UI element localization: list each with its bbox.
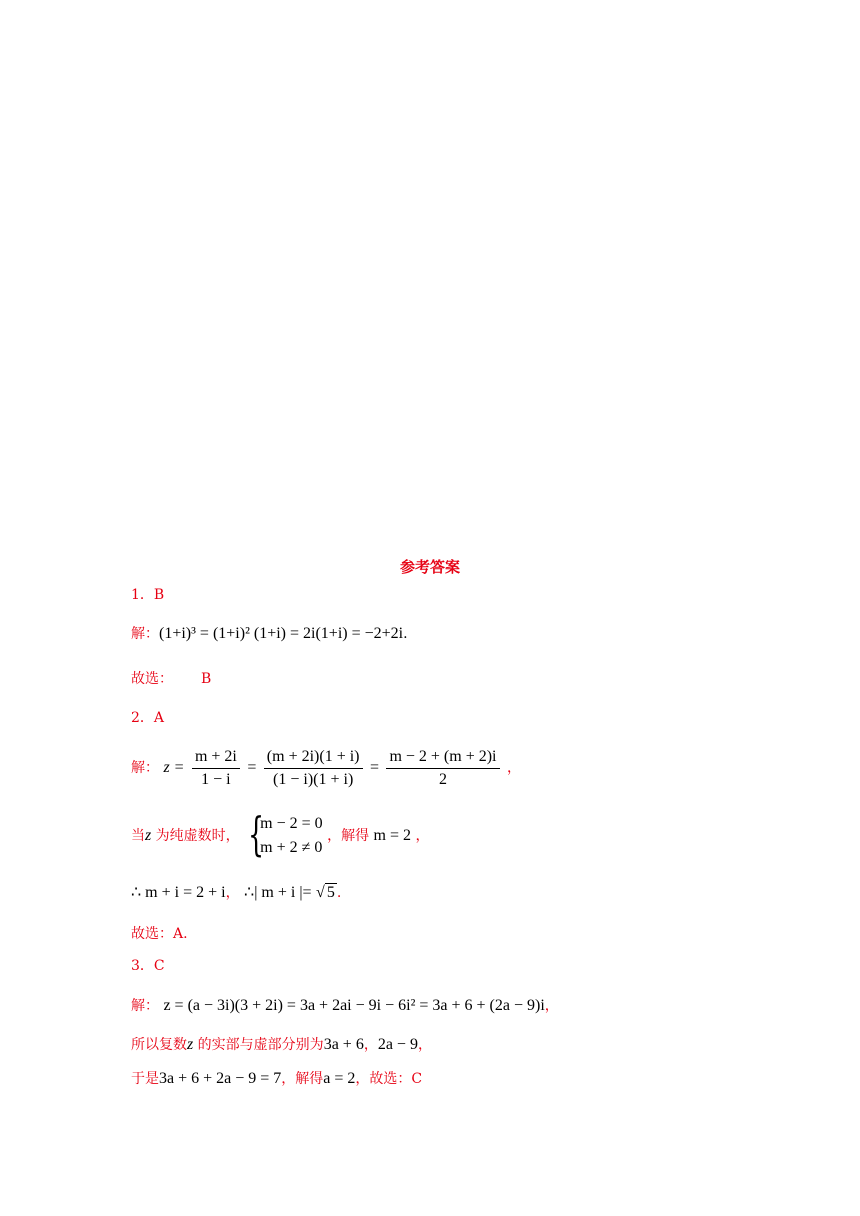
q3-conclusion <box>131 1069 422 1089</box>
q2-equals-1: = <box>247 759 257 776</box>
q3-solution-expression: z = (a − 3i)(3 + 2i) = 3a + 2ai − 9i − 6i² = 3a + 6 + (2a − 9)i <box>163 997 545 1014</box>
q2-choice-text: 故选：A. <box>131 926 188 942</box>
q2-therefore-2: ∴| m + i |= <box>244 884 312 901</box>
q3-conclusion-expression: 3a + 6 + 2a − 9 = 7 <box>159 1070 282 1087</box>
q2-condition-text-b: 为纯虚数时， <box>151 828 240 844</box>
q3-parts-end: ， <box>417 1037 432 1053</box>
q1-head: 1．B <box>131 587 165 603</box>
q3-parts-text-b: 的实部与虚部分别为 <box>193 1037 324 1053</box>
q2-sqrt-radicand: 5 <box>326 884 335 901</box>
q3-solution <box>131 996 559 1016</box>
q2-z-lhs: z = <box>163 759 185 776</box>
q2-system-row-1: m − 2 = 0 <box>260 815 323 832</box>
q2-fraction-3-numerator: m − 2 + (m + 2)i <box>386 746 499 769</box>
q1-choice <box>131 669 211 689</box>
q2-solution <box>131 744 521 792</box>
q2-solution-comma: ， <box>506 760 521 776</box>
q3-conclusion-b: ，解得 <box>281 1071 324 1087</box>
q3-conclusion-solution: a = 2 <box>323 1070 356 1087</box>
q3-parts-sep: ， <box>363 1037 378 1053</box>
q1-heading <box>131 585 164 605</box>
q1-choice-value: B <box>201 671 212 687</box>
q2-fraction-1 <box>192 746 240 791</box>
q1-solution <box>131 624 408 644</box>
q1-solution-label: 解： <box>131 626 159 642</box>
q2-solve-expression: m = 2 <box>373 827 412 844</box>
q2-therefore <box>131 883 341 903</box>
q2-solution-label: 解： <box>131 760 159 776</box>
q2-equation-system <box>248 807 323 861</box>
q3-parts <box>131 1035 432 1055</box>
q2-condition-text-a: 当 <box>131 828 145 844</box>
q3-heading <box>131 956 165 976</box>
q3-solution-label: 解： <box>131 998 159 1014</box>
q2-equals-2: = <box>369 759 379 776</box>
q2-solve-text: ，解得 <box>327 828 370 844</box>
q2-solve-end: ， <box>415 828 430 844</box>
brace-icon: { <box>248 807 265 861</box>
q2-system-row-2: m + 2 ≠ 0 <box>260 839 323 856</box>
q2-condition-var: z <box>145 827 152 844</box>
sqrt-symbol: √ 5 <box>316 884 335 901</box>
q2-fraction-2-numerator: (m + 2i)(1 + i) <box>264 746 363 769</box>
q3-conclusion-a: 于是 <box>131 1071 159 1087</box>
q2-fraction-1-denominator: 1 − i <box>201 770 231 788</box>
q2-condition <box>131 807 430 861</box>
answer-key-title: 参考答案 <box>399 558 460 576</box>
q1-choice-label: 故选： <box>131 671 173 687</box>
q3-parts-var: z <box>187 1036 194 1053</box>
q3-real-part: 3a + 6 <box>323 1036 364 1053</box>
q1-solution-end: . <box>403 626 408 642</box>
q3-solution-end: ， <box>544 998 559 1014</box>
q2-fraction-2-denominator: (1 − i)(1 + i) <box>273 770 354 788</box>
q2-heading <box>131 708 164 728</box>
q1-solution-expression: (1+i)³ = (1+i)² (1+i) = 2i(1+i) = −2+2i <box>159 625 404 642</box>
q3-head: 3．C <box>131 958 165 974</box>
q3-parts-text-a: 所以复数 <box>131 1037 187 1053</box>
q2-fraction-1-numerator: m + 2i <box>192 746 240 769</box>
q2-therefore-1: ∴ m + i = 2 + i <box>131 884 226 901</box>
q3-conclusion-c: ，故选：C <box>355 1071 423 1087</box>
q2-head: 2．A <box>131 710 165 726</box>
q2-fraction-3 <box>386 746 499 791</box>
q2-fraction-2 <box>264 746 363 791</box>
q2-therefore-sep: ， <box>225 885 240 901</box>
q2-fraction-3-denominator: 2 <box>438 770 447 788</box>
q2-therefore-end: . <box>336 885 342 901</box>
q3-imag-part: 2a − 9 <box>377 1036 418 1053</box>
q2-choice <box>131 924 188 944</box>
